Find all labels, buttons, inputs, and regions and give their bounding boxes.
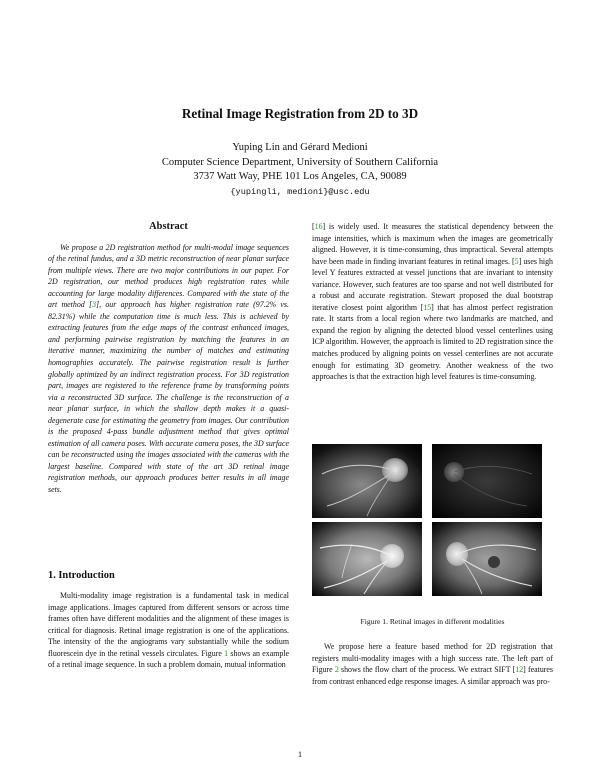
author-email[interactable]: {yupingli, medioni}@usc.edu — [230, 186, 370, 197]
author-address: 3737 Watt Way, PHE 101 Los Angeles, CA, 90089 — [193, 171, 407, 182]
right-column-paragraph-2: We propose here a feature based method for 2D registration that registers multi-modality images with a high success rate. The left part of Figure 2 shows the flow chart of the process. We extract SIFT [12] features from contrast enhanced edge response images. A similar approach was pro- — [312, 642, 553, 686]
left-column — [48, 221, 289, 496]
citation-link[interactable]: 16 — [314, 222, 323, 231]
citation-link[interactable]: 3 — [92, 300, 97, 310]
figure-caption: Figure 1. Retinal images in different modalities — [360, 617, 505, 626]
citation-link[interactable]: 12 — [515, 665, 524, 675]
retinal-images-figure — [312, 444, 552, 594]
page-number: 1 — [297, 749, 303, 759]
fundus-image-1 — [312, 444, 422, 518]
figure-reference-link[interactable]: 2 — [334, 665, 339, 675]
paper-title: Retinal Image Registration from 2D to 3D — [181, 106, 419, 121]
section-heading-introduction: 1. Introduction — [48, 570, 115, 581]
fundus-image-4 — [432, 522, 542, 596]
figure-reference-link[interactable]: 1 — [224, 648, 229, 658]
author-names: Yuping Lin and Gérard Medioni — [232, 142, 368, 153]
citation-link[interactable]: 5 — [514, 256, 519, 266]
citation-link[interactable]: 15 — [423, 302, 432, 312]
fundus-image-3 — [312, 522, 422, 596]
right-column-paragraph: [16] is widely used. It measures the statistical dependency between the image intensities, which is maximum when the images are geometrically aligned. However, it is time-consuming, thus impractical. Several attempts have been made in finding invariant features in retinal images. [5] uses high level Y features extracted at vessel junctions that are invariant to intensity variance. However, such features are too sparse and not well distributed for a robust and accurate registration. Stewart proposed the dual bootstrap iterative closest point algorithm [15] that has almost perfect registration rate. It starts from a local region where two landmarks are matched, and expand the region by aligning the detected blood vessel centerlines using ICP algorithm. However, the approach is limited to 2D registration since the matches produced by aligning points on vessel centerlines are not accurate enough for estimating 3D geometry. Another weakness of the two approaches is that the extraction high level features is time-consuming. — [312, 222, 554, 382]
abstract-text: We propose a 2D registration method for multi-modal image sequences of the retinal fundus, and a 3D metric reconstruction of near planar surface from multiple views. There are two major contributions in our paper. For 2D registration, our method produces high registration rates while accounting for large modality differences. Compared with the state of the art method [3], our approach has higher registration rate (97.2% vs. 82.31%) while the computation time is much less. This is achieved by extracting features from the edge maps of the contrast enhanced images, and performing pairwise registration by matching the features in an iterative manner, maximizing the number of matches and estimating homographies accurately. The pairwise registration result is further globally optimized by an indirect registration process. For 3D registration part, images are registered to the reference frame by transforming points via a reconstructed 3D surface. The challenge is the reconstruction of a near planar surface, in which the shallow depth makes it a quasi-degenerate case for estimating the geometry from images. Our contribution is the proposed 4-pass bundle adjustment method that gives optimal estimation of all camera poses. With accurate camera poses, the 3D surface can be reconstructed using the images associated with the cameras with the largest baseline. Compared with state of the art 3D retinal image registration methods, our approach produces better results in all image sets. — [48, 242, 289, 495]
author-affiliation: Computer Science Department, University of Southern California — [161, 156, 439, 168]
author-block — [0, 141, 600, 199]
fundus-image-2 — [432, 444, 542, 518]
introduction-text: Multi-modality image registration is a fundamental task in medical image applications. Images captured from different sensors or across time frames often have different modalities and the alignment of these images is critical for diagnosis. Retinal image registration is one of the applications. The intensity of the the angiograms vary substantially while the sodium fluorescein dye in the retinal vessels circulates. Figure 1 shows an example of a retinal image sequence. In such a problem domain, mutual information — [48, 591, 289, 670]
abstract-heading: Abstract — [149, 221, 188, 232]
